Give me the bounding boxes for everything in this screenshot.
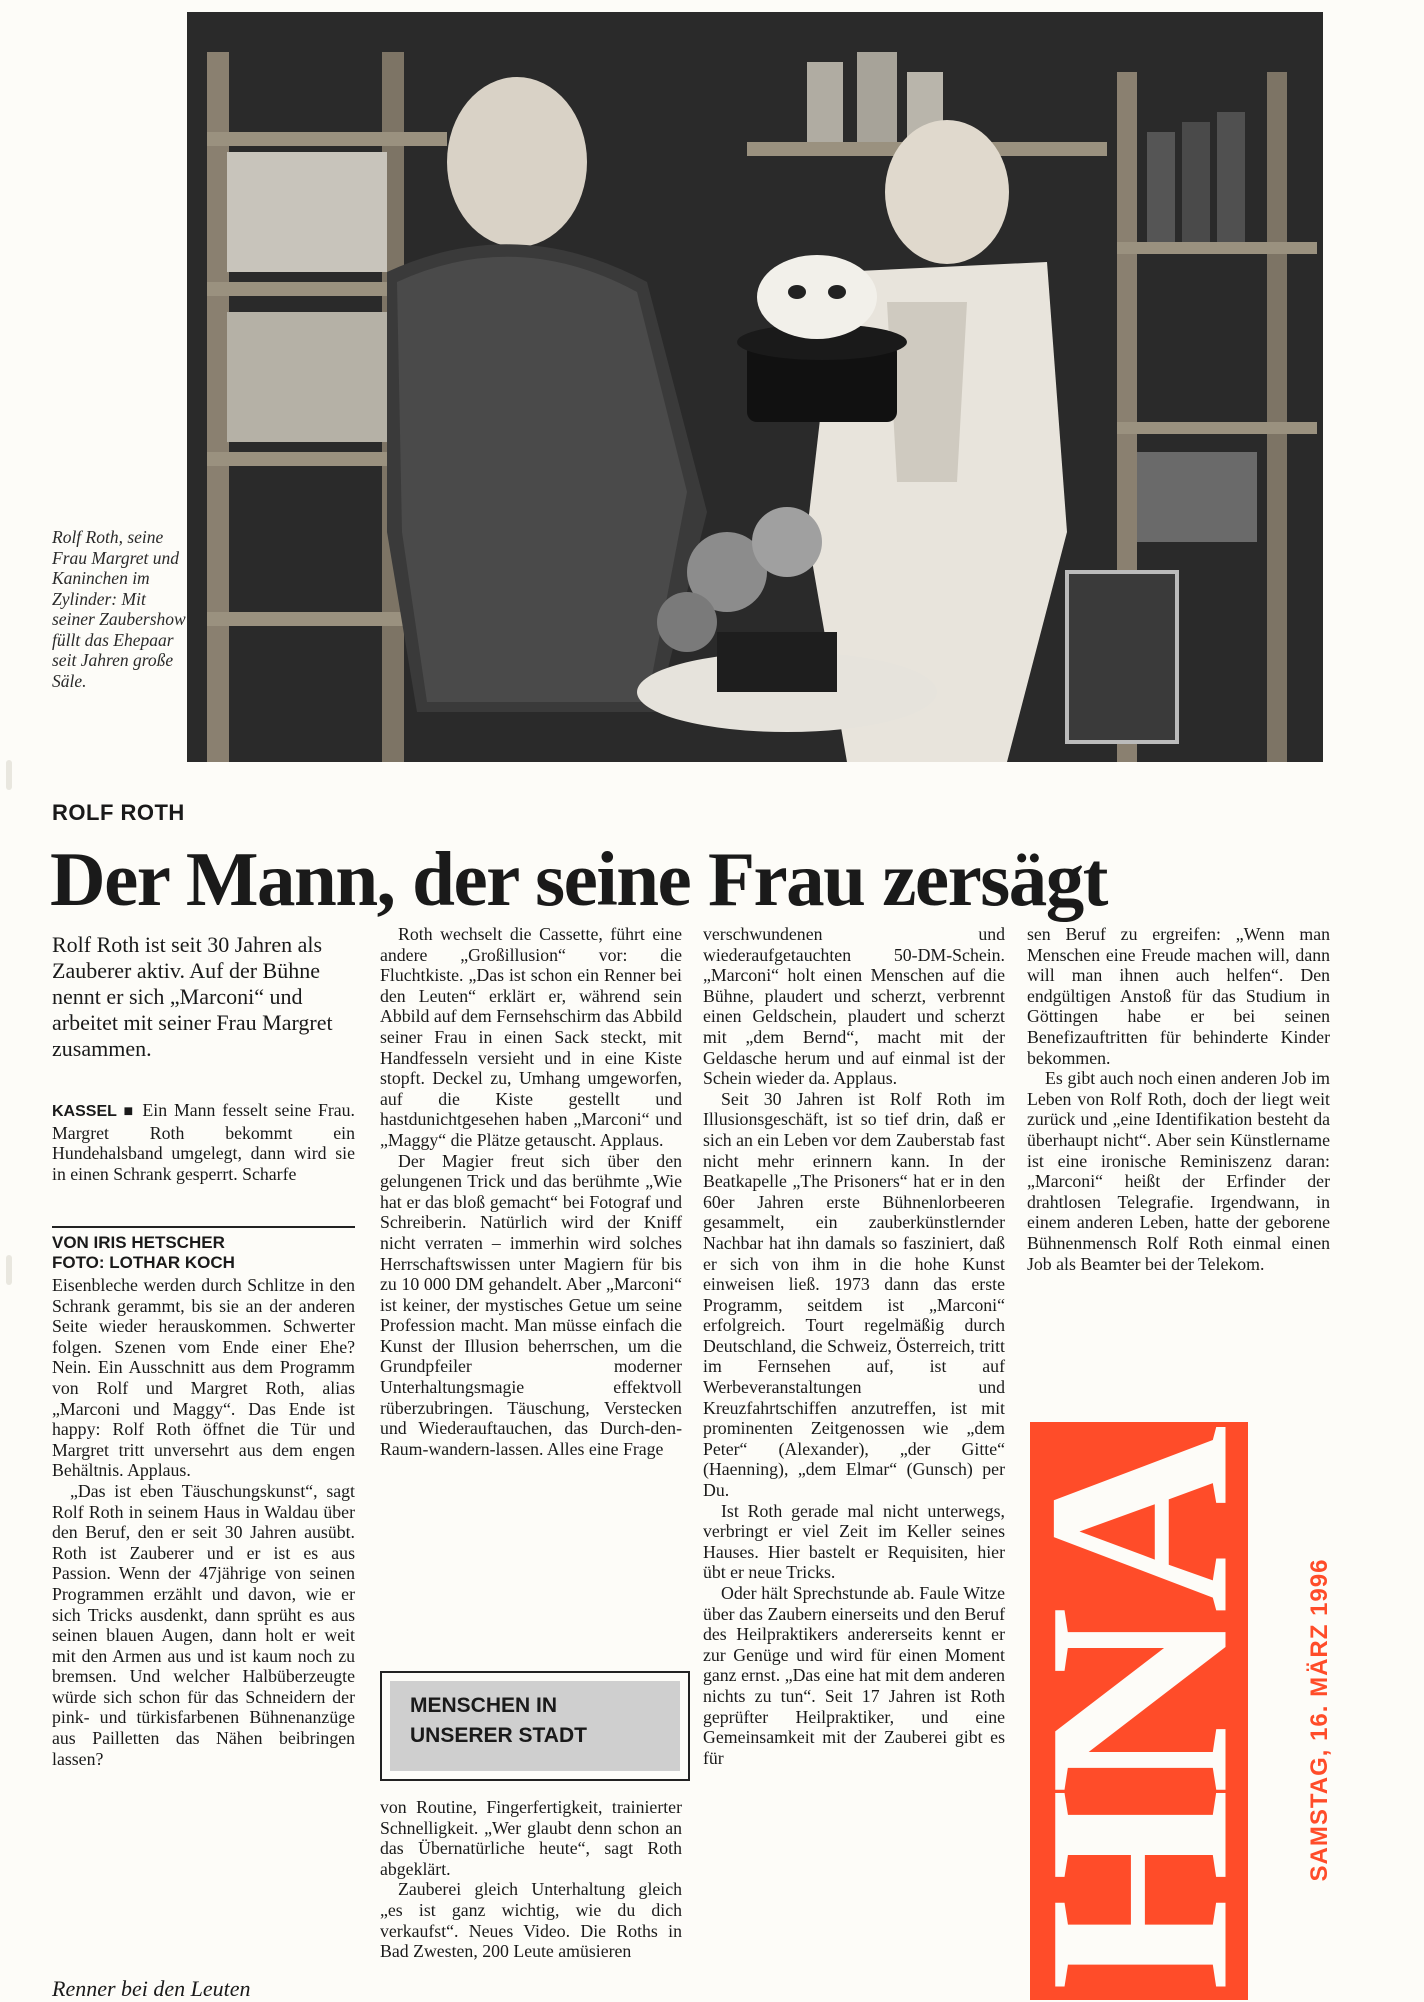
headline: Der Mann, der seine Frau zersägt: [50, 836, 1107, 922]
paragraph: Ist Roth gerade mal nicht unterwegs, verbringt er viel Zeit im Keller seines Hauses. Hier bastelt er Requisiten, hier übt er neue Tricks.: [703, 1500, 1005, 1583]
paragraph: verschwundenen und wiederaufgetauchten 50-DM-Schein. „Marconi“ holt einen Menschen auf die Bühne, plaudert und scherzt, verbrennt einen Geldschein, plaudert und scherzt mit „dem Bernd“, macht mit der Geldasche herum und auf einmal ist der Schein wieder da. Applaus.: [703, 924, 1005, 1089]
paragraph: von Routine, Fingerfertigkeit, trainierter Schnelligkeit. „Wer glaubt denn schon an das Übernatürliche heute“, sagt Roth abgeklärt.: [380, 1797, 682, 1879]
author-credit: [52, 1226, 355, 1273]
hna-logo: [994, 1422, 1283, 2000]
photo-caption: Rolf Roth, seine Frau Margret und Kaninchen im Zylinder: Mit seiner Zaubershow füllt das Ehepaar seit Jahren große Säle.: [52, 527, 186, 691]
paragraph: Oder hält Sprechstunde ab. Faule Witze über das Zaubern einerseits und den Beruf des Heilpraktikers andererseits kennt er zur Genüge und wird für einen Moment ganz ernst. „Das eine hat mit dem anderen nichts zu tun“. Seit 17 Jahren ist Roth geprüfter Heilpraktiker, und eine Gemeinsamkeit mit der Zauberei gibt es für: [703, 1583, 1005, 1768]
logo-text: HNA: [994, 1431, 1283, 1991]
column-1-intro: [52, 1100, 355, 1184]
dateline: KASSEL ■: [52, 1103, 136, 1120]
paragraph: Der Magier freut sich über den gelungenen Trick und das berühmte „Wie hat er das bloß gemacht“ bei Fotograf und Schreiberin. Natürlich wird der Kniff nicht verraten – immerhin wird solches Herrschaftswissen unter Magiern für bis zu 10 000 DM gehandelt. Aber „Marconi“ ist keiner, der mystisches Getue um seine Profession macht. Man müsse einfach die Kunst der Illusion beherrschen, um die Grundpfeiler moderner Unterhaltungsmagie effektvoll rüberzubringen. Täuschung, Verstecken und Wiederauftauchen, das Durch-den-Raum-wandern-lassen. Alles eine Frage: [380, 1150, 682, 1459]
publication-date: SAMSTAG, 16. MÄRZ 1996: [1306, 1558, 1333, 1882]
punch-hole-mark: [6, 1255, 12, 1285]
author-name: VON IRIS HETSCHER: [52, 1233, 225, 1252]
intro-text: Ein Mann fesselt seine Frau. Margret Roth bekommt ein Hundehalsband umgelegt, dann wird sie in einen Schrank gesperrt. Scharfe: [52, 1100, 355, 1184]
kicker: ROLF ROTH: [52, 800, 185, 825]
column-2-continued: [380, 1797, 682, 1962]
paragraph: Roth wechselt die Cassette, führt eine andere „Großillusion“ vor: die Fluchtkiste. „Das ist schon ein Renner bei den Leuten“ erklärt er, während sein Abbild auf dem Fernsehschirm das Abbild seiner Frau in einen Sack steckt, mit Handfesseln versieht und in eine Kiste stopft. Deckel zu, Umhang umgeworfen, auf die Kiste gestellt und hastdunichtgesehen haben „Marconi“ und „Maggy“ die Plätze getauscht. Applaus.: [380, 924, 682, 1150]
lead-paragraph: Rolf Roth ist seit 30 Jahren als Zauberer aktiv. Auf der Bühne nennt er sich „Marconi“ und arbeitet mit seiner Frau Margret zusammen.: [52, 932, 333, 1061]
punch-hole-mark: [6, 760, 12, 790]
article-photo: [187, 12, 1323, 762]
subheading: Renner bei den Leuten: [52, 1976, 251, 2001]
photo-credit: FOTO: LOTHAR KOCH: [52, 1253, 235, 1272]
series-box-line1: MENSCHEN IN: [410, 1694, 558, 1717]
column-2: [380, 924, 682, 1459]
column-4: [1027, 924, 1330, 1274]
column-1: [52, 1275, 355, 1769]
series-box-line2: UNSERER STADT: [410, 1724, 587, 1747]
paragraph: Seit 30 Jahren ist Rolf Roth im Illusionsgeschäft, ist so tief drin, daß er sich an ein Leben vor dem Zauberstab fast nicht mehr erinnern kann. In der Beatkapelle „The Prisoners“ hat er in den 60er Jahren erste Bühnenlorbeeren gesammelt, ein zauberkünstlernder Nachbar hat ihn damals so fasziniert, daß er sich von ihm in die hohe Kunst einweisen ließ. 1973 dann das erste Programm, seitdem ist „Marconi“ erfolgreich. Tourt regelmäßig durch Deutschland, die Schweiz, Österreich, tritt im Fernsehen auf, ist auf Werbeveranstaltungen und Kreuzfahrtschiffen anzutreffen, ist mit prominenten Zeitgenossen wie „dem Peter“ (Alexander), „der Gitte“ (Haenning), „dem Elmar“ (Gunsch) per Du.: [703, 1088, 1005, 1501]
column-3: [703, 924, 1005, 1768]
paragraph: „Das ist eben Täuschungskunst“, sagt Rolf Roth in seinem Haus in Waldau über den Beruf, den er seit 30 Jahren ausübt. Roth ist Zauberer und er ist es aus Passion. Wenn der 47jährige von seinen Programmen erzählt und davon, wie er sich Tricks ausdenkt, dann sprüht es aus seinen blauen Augen, dann holt er weit mit den Armen aus und ist kaum noch zu bremsen. Und welcher Halbüberzeugte würde sich schon für das Schneidern der pink- und türkisfarbenen Bühnenanzüge aus Pailletten das Nähen beibringen lassen?: [52, 1480, 355, 1769]
paragraph: Eisenbleche werden durch Schlitze in den Schrank gerammt, bis sie an der anderen Seite wieder herauskommen. Schwerter folgen. Szenen vom Ende einer Ehe? Nein. Ein Ausschnitt aus dem Programm von Rolf und Margret Roth, alias „Marconi und Maggy“. Das Ende ist happy: Rolf Roth öffnet die Tür und Margret tritt unversehrt aus dem engen Behältnis. Applaus.: [52, 1275, 355, 1481]
photo-couple-rabbit-hat-icon: [187, 12, 1323, 762]
paragraph: Es gibt auch noch einen anderen Job im Leben von Rolf Roth, doch der liegt weit zurück und „eine Identifikation besteht da überhaupt nicht“. Aber sein Künstlername ist eine ironische Reminiszenz daran: „Marconi“ heißt der Erfinder der drahtlosen Telegrafie. Irgendwann, in einem anderen Leben, hatte der geborene Bühnenmensch Rolf Roth einmal einen Job als Beamter bei der Telekom.: [1027, 1068, 1330, 1274]
series-box: [380, 1671, 690, 1781]
paragraph: Zauberei gleich Unterhaltung gleich „es ist ganz wichtig, wie du dich verkaufst“. Neues Video. Die Roths in Bad Zwesten, 200 Leute amüsieren: [380, 1879, 682, 1962]
paragraph: sen Beruf zu ergreifen: „Wenn man Menschen eine Freude machen will, dann will man ihnen auch helfen“. Den endgültigen Anstoß für das Studium in Göttingen habe er bei seinen Benefizauftritten für behinderte Kinder bekommen.: [1027, 924, 1330, 1068]
